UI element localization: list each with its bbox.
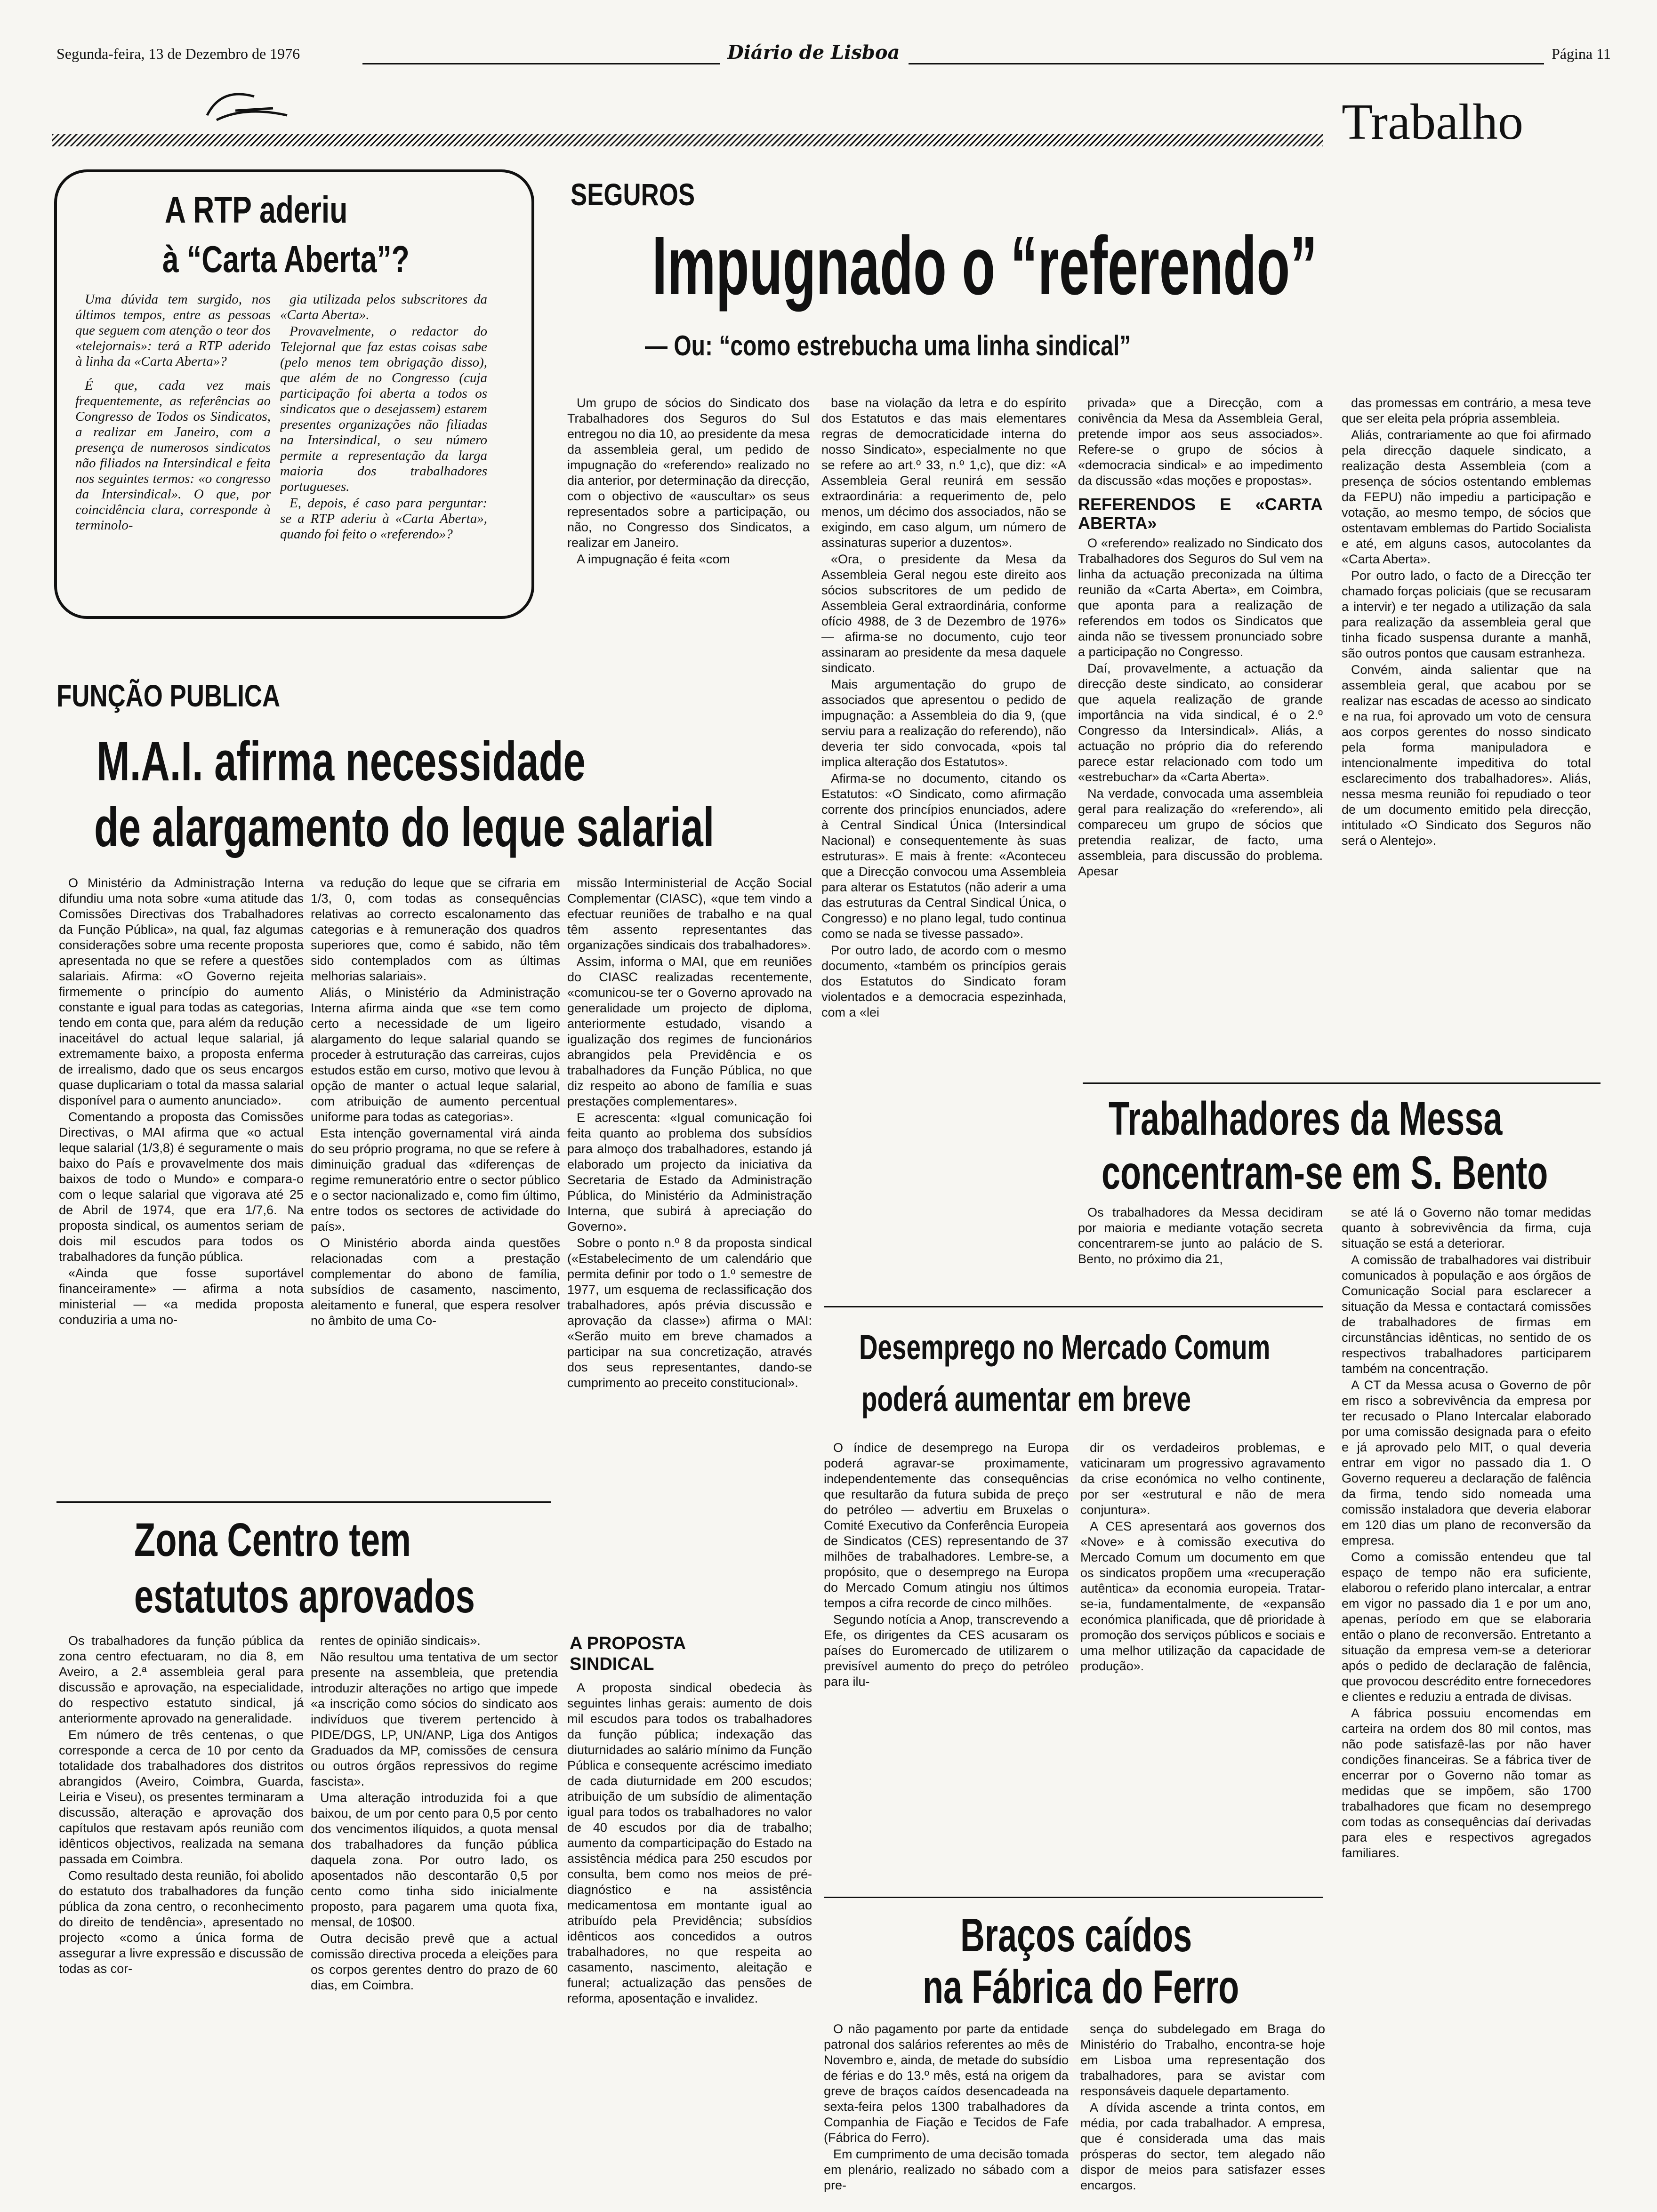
messa-col-1 bbox=[1078, 1205, 1323, 1299]
funcao-headline-1: M.A.I. afirma necessidade bbox=[97, 730, 586, 793]
paragraph: Por outro lado, o facto de a Direcção ter chamado forças policiais (que se recusaram a intervir) e ter negado a utilização da sala para realização da assembleia geral que tinha ficado suspensa durante a manhã, são outros pontos que causam estranheza. bbox=[1342, 569, 1591, 660]
paragraph: Em número de três centenas, o que corresponde a cerca de 10 por cento da totalidade dos trabalhadores dos distritos abrangidos (Aveiro, Coimbra, Guarda, Leiria e Viseu), os presentes terminaram a discussão, alteração e aprovação dos capítulos que restavam após reunião com idênticos objectivos, realizada na semana passada em Coimbra. bbox=[59, 1728, 304, 1866]
seguros-subhead: REFERENDOS E «CARTA ABERTA» bbox=[1078, 495, 1323, 533]
paragraph: Esta intenção governamental virá ainda do seu próprio programa, no que se refere à diminuição gradual das «diferenças de regime remuneratório entre o sector público e o sector nacionalizado e, como fim último, entre todos os sectores de actividade do país». bbox=[311, 1126, 560, 1234]
paragraph: Comentando a proposta das Comissões Directivas, o MAI afirma que «o actual leque salarial (1/3,8) é seguramente o mais baixo do País e provavelmente dos mais baixos de todo o Mundo» e compara-o com o leque salarial que vigorava até 25 de Abril de 1974, que era 1/7,6. Na proposta sindical, os aumentos seriam de dois mil escudos para todos os trabalhadores da função pública. bbox=[59, 1110, 304, 1264]
paragraph: rentes de opinião sindicais». bbox=[320, 1634, 481, 1648]
paragraph: Convém, ainda salientar que na assembleia geral, que acabou por se realizar nas escadas de acesso ao sindicato e na rua, foi aprovado um voto de censura aos corpos gerentes do nosso sindicato pela forma manipuladora e intencionalmente impeditiva do total esclarecimento dos trabalhadores». Aliás, nessa mesma reunião foi repudiado o teor de um documento emitido pela direcção, intitulado «O Sindicato dos Seguros não será o Alentejo». bbox=[1342, 663, 1591, 848]
paragraph: Em cumprimento de uma decisão tomada em plenário, realizado no sábado com a pre- bbox=[824, 2147, 1069, 2192]
paragraph: base na violação da letra e do espírito dos Estatutos e das mais elementares regras de democraticidade interna do nosso Sindicato», especialmente no que se refere ao art.º 33, n.º 1,c), que diz: «A Assembleia Geral reunirá em sessão extraordinária: a requerimento de, pelo menos, um décimo dos associados, não se exigindo, em caso algum, um número de assinaturas superior a duzentos». bbox=[821, 396, 1066, 550]
bracos-col-2 bbox=[1080, 2021, 1325, 2200]
paragraph: sença do subdelegado em Braga do Ministério do Trabalho, encontra-se hoje em Lisboa uma representação dos trabalhadores, para se avistar com responsáveis daquele departamento. bbox=[1080, 2022, 1325, 2098]
funcao-headline-2: de alargamento do leque salarial bbox=[94, 796, 715, 858]
paragraph: se até lá o Governo não tomar medidas quanto à sobrevivência da firma, cuja situação se está a deteriorar. bbox=[1342, 1205, 1591, 1250]
paragraph: Na verdade, convocada uma assembleia geral para realização do «referendo», ali compareceu um grupo de sócios que pretendia realizar, de facto, uma assembleia, para discussão do problema. Apesar bbox=[1078, 786, 1323, 878]
paragraph: O índice de desemprego na Europa poderá agravar-se proximamente, independentemente das consequências que resultarão da futura subida de preço do petróleo — advertiu em Bruxelas o Comité Executivo da Conferência Europeia de Sindicatos (CES) representando de 37 milhões de trabalhadores. Lembre-se, a propósito, que o desemprego na Europa do Mercado Comum atingiu nos últimos tempos a cifra recorde de cinco milhões. bbox=[824, 1441, 1069, 1610]
paragraph: Os trabalhadores da função pública da zona centro efectuaram, no dia 8, em Aveiro, a 2.ª assembleia geral para discussão e aprovação, na especialidade, do respectivo estatuto sindical, já anteriormente aprovado na generalidade. bbox=[59, 1634, 304, 1725]
paragraph: Uma alteração introduzida foi a que baixou, de um por cento para 0,5 por cento dos vencimentos ilíquidos, a quota mensal dos trabalhadores da função pública daquela zona. Por outro lado, os aposentados não descontarão 0,5 por cento como tinha sido inicialmente proposto, para pagarem uma quota fixa, mensal, de 10$00. bbox=[311, 1791, 558, 1929]
paragraph: A dívida ascende a trinta contos, em média, por cada trabalhador. A empresa, que é considerada uma das mais prósperas do sector, tem alegado não dispor de meios para satisfazer esses encargos. bbox=[1080, 2100, 1325, 2192]
paragraph: Afirma-se no documento, citando os Estatutos: «O Sindicato, como afirmação corrente dos princípios enunciados, adere à Central Sindical Única (Intersindical Nacional) e consequentemente às suas estruturas». E mais à frente: «Aconteceu que a Direcção convocou uma Assembleia para alterar os Estatutos (não aderir a uma das estruturas da Central Sindical Única, o Congresso) e no plano legal, tudo continua como se nada se tivesse passado». bbox=[821, 771, 1066, 941]
zona-headline-2: estatutos aprovados bbox=[134, 1570, 475, 1623]
desemprego-col-1 bbox=[824, 1440, 1069, 1887]
messa-col-2 bbox=[1342, 1205, 1591, 2184]
rtp-title-line2: à “Carta Aberta”? bbox=[162, 238, 410, 280]
paragraph: A impugnação é feita «com bbox=[577, 552, 730, 566]
seguros-headline: Impugnado o “referendo” bbox=[652, 220, 1318, 312]
paragraph: A fábrica possuiu encomendas em carteira na ordem dos 80 mil contos, mas não pode satisfazê-las por não haver condições financeiras. Se a fábrica tiver de encerrar por o Governo não tomar as medidas que se impõem, são 1700 trabalhadores que ficam no desemprego com todas as consequências daí derivadas para eles e respectivos agregados familiares. bbox=[1342, 1706, 1591, 1860]
paragraph: «Ainda que fosse suportável financeiramente» — afirma a nota ministerial — «a medida proposta conduziria a uma no- bbox=[59, 1266, 304, 1327]
desemprego-headline-2: poderá aumentar em breve bbox=[861, 1379, 1191, 1419]
zona-headline-1: Zona Centro tem bbox=[134, 1514, 411, 1566]
paragraph: Daí, provavelmente, a actuação da direcção deste sindicato, ao considerar que aquela realização de grande importância na vida sindical, é o 2.º Congresso da Intersindical». Aliás, a actuação no próprio dia do referendo parece estar relacionado com todo um «estrebuchar» da «Carta Aberta». bbox=[1078, 661, 1323, 784]
section-title: Trabalho bbox=[1342, 94, 1524, 150]
paragraph: Mais argumentação do grupo de associados que apresentou o pedido de impugnação: a Assembleia do dia 9, (que serviu para a realização do referendo), não deveria ter sido convocada, «pois tal implica alteração dos Estatutos». bbox=[821, 677, 1066, 769]
paragraph: O «referendo» realizado no Sindicato dos Trabalhadores dos Seguros do Sul vem na linha da actuação preconizada na última reunião da «Carta Aberta», em Coimbra, que aponta para a realização de referendos em todos os Sindicatos que ainda não se tivessem pronunciado sobre a participação no Congresso. bbox=[1078, 536, 1323, 659]
messa-headline-2: concentram-se em S. Bento bbox=[1102, 1146, 1548, 1199]
funcao-col-4 bbox=[567, 1680, 812, 2165]
paragraph: Provavelmente, o redactor do Telejornal que faz estas coisas sabe (pelo menos tem obrigação disso), que além de no Congresso (cuja participação foi aberta a todos os sindicatos que o desejassem) estarem presentes organizações não filiadas na Intersindical, o seu número permite a representação da larga maioria dos trabalhadores portugueses. bbox=[280, 324, 487, 494]
bracos-col-1 bbox=[824, 2021, 1069, 2200]
paragraph: Por outro lado, de acordo com o mesmo documento, «também os princípios gerais dos Estatutos do Sindicato foram violentados e a democracia espezinhada, com a «lei bbox=[821, 943, 1066, 1019]
paragraph: Uma dúvida tem surgido, nos últimos tempos, entre as pessoas que seguem com atenção o teor dos «telejornais»: terá a RTP aderido à linha da «Carta Aberta»? bbox=[75, 292, 271, 369]
paragraph: Segundo notícia a Anop, transcrevendo a Efe, os dirigentes da CES acusaram os países do Euromercado de utilizarem o previsível aumento do preço do petróleo para ilu- bbox=[824, 1612, 1069, 1689]
paragraph: «Ora, o presidente da Mesa da Assembleia Geral negou este direito aos sócios subscritores de um pedido de Assembleia Geral extraordinária, conforme ofício 4988, de 3 de Dezembro de 1976» — afirma-se no documento, cujo teor assinaram ao presidente da mesa daquele sindicato. bbox=[821, 552, 1066, 675]
paragraph: A CES apresentará aos governos dos «Nove» e à comissão executiva do Mercado Comum um documento em que os sindicatos propõem uma «recuperação autêntica» da economia europeia. Tratar-se-ia, fundamentalmente, de «expansão económica planificada, que dê prioridade à promoção dos serviços públicos e sociais e uma melhor utilização da capacidade de produção». bbox=[1080, 1519, 1325, 1673]
desemprego-headline-1: Desemprego no Mercado Comum bbox=[859, 1328, 1271, 1367]
paragraph: A proposta sindical obedecia às seguintes linhas gerais: aumento de dois mil escudos para todos os trabalhadores da função pública; indexação das diuturnidades ao salário mínimo da Função Pública e consequente acréscimo imediato de cada diuturnidade em 200 escudos; atribuição de um subsídio de alimentação igual para todos os trabalhadores no valor de 40 escudos por dia de trabalho; aumento da comparticipação do Estado na assistência médica para 250 escudos por consulta, bem como nos meios de pré-diagnóstico e na assistência medicamentosa em montante igual ao atribuído pela Previdência; subsídios idênticos aos concedidos a outros trabalhadores, no que respeita ao casamento, nascimento, aleitação e funeral; actualização das pensões de reforma, aposentação e invalidez. bbox=[567, 1681, 812, 2005]
section-hatch-band bbox=[52, 134, 1323, 146]
paragraph: Um grupo de sócios do Sindicato dos Trabalhadores dos Seguros do Sul entregou no dia 10, ao presidente da mesa da assembleia geral, um pedido de impugnação do «referendo» realizado no dia anterior, por determinação da direcção, com o objectivo de «auscultar» os seus representados sobre a participação, ou não, no Congresso dos Sindicatos, a realizar em Janeiro. bbox=[567, 396, 810, 550]
paragraph: É que, cada vez mais frequentemente, as referências ao Congresso de Todos os Sindicatos, a realizar em Janeiro, com a presença de numerosos sindicatos não filiados na Intersindical e feita nos seguintes termos: «o congresso da Intersindical». O que, por coincidência clara, corresponde à terminolo- bbox=[75, 378, 271, 533]
funcao-subhead: A PROPOSTA SINDICAL bbox=[570, 1634, 685, 1674]
funcao-col-1 bbox=[59, 875, 304, 1459]
bracos-headline-2: na Fábrica do Ferro bbox=[923, 1961, 1239, 2013]
paragraph: E, depois, é caso para perguntar: se a RTP aderiu à «Carta Aberta», quando foi feito o «referendo»? bbox=[280, 496, 487, 542]
messa-headline-1: Trabalhadores da Messa bbox=[1109, 1092, 1503, 1145]
desemprego-col-2 bbox=[1080, 1440, 1325, 1887]
paragraph: A comissão de trabalhadores vai distribuir comunicados à população e aos órgãos de Comunicação Social para esclarecer a situação da Messa e contactará comissões de trabalhadores de firmas em circunstâncias idênticas, no sentido de os respectivos trabalhadores participarem também na concentração. bbox=[1342, 1253, 1591, 1376]
header-date: Segunda-feira, 13 de Dezembro de 1976 bbox=[56, 45, 300, 62]
paragraph: va redução do leque que se cifraria em 1/3, 0, com todas as consequências relativas ao correcto escalonamento das categorias e à remuneração dos quadros superiores que, como é sabido, não têm sido contemplados com as últimas melhorias salariais». bbox=[311, 876, 560, 983]
funcao-kicker: FUNÇÃO PUBLICA bbox=[56, 678, 281, 713]
seguros-col-2 bbox=[821, 395, 1066, 1205]
paragraph: Outra decisão prevê que a actual comissão directiva proceda a eleições para os corpos gerentes dentro do prazo de 60 dias, em Coimbra. bbox=[311, 1931, 558, 1992]
rtp-col-1 bbox=[75, 292, 271, 607]
paragraph: Assim, informa o MAI, que em reuniões do CIASC realizadas recentemente, «comunicou-se ter o Governo aprovado na generalidade um projecto de diploma, anteriormente estudado, visando a igualização dos regimes de funcionários abrangidos pela Previdência e os trabalhadores da Função Pública, no que diz respeito ao abono de família e suas prestações complementares». bbox=[567, 954, 812, 1108]
header-rule-right bbox=[909, 63, 1544, 64]
paragraph: das promessas em contrário, a mesa teve que ser eleita pela própria assembleia. bbox=[1342, 396, 1591, 425]
bracos-rule bbox=[824, 1897, 1323, 1898]
paragraph: Como a comissão entendeu que tal espaço de tempo não era suficiente, elaborou o referido plano intercalar, a entrar em vigor no passado dia 1 e por um ano, apenas, período em que se elaboraria então o plano de reconversão. Entretanto a situação da empresa vem-se a deteriorar após o pedido de declaração de falência, que provocou descrédito entre fornecedores e clientes e reduziu a entrada de divisas. bbox=[1342, 1550, 1591, 1704]
paragraph: Os trabalhadores da Messa decidiram por maioria e mediante votação secreta concentrarem-se junto ao palácio de S. Bento, no próximo dia 21, bbox=[1078, 1205, 1323, 1266]
paragraph: O Ministério da Administração Interna difundiu uma nota sobre «uma atitude das Comissões Directivas dos Trabalhadores da Função Pública», na qual, faz algumas considerações sobre uma recente proposta apresentada no que se refere a questões salariais. Afirma: «O Governo rejeita firmemente o princípio do aumento constante e igual para todas as categorias, tendo em conta que, para além da redução inaceitável do actual leque salarial, já extremamente baixo, a proposta enferma de irrealismo, dado que os seus encargos quase duplicariam o total da massa salarial disponível para o aumento anunciado». bbox=[59, 876, 304, 1107]
paragraph: dir os verdadeiros problemas, e vaticinaram um progressivo agravamento da crise económica no velho continente, por ser «estrutural e não de mera conjuntura». bbox=[1080, 1441, 1325, 1517]
page-number: Página 11 bbox=[1552, 45, 1611, 62]
zona-col-1 bbox=[59, 1633, 304, 2188]
paragraph: Não resultou uma tentativa de um sector presente na assembleia, que pretendia introduzir alterações no artigo que impede «a inscrição como sócios do sindicato aos indivíduos que tiverem pertencido à PIDE/DGS, LP, UN/ANP, Liga dos Antigos Graduados da MP, comissões de censura ou outros órgãos repressivos do regime fascista». bbox=[311, 1650, 558, 1788]
header-rule-left bbox=[362, 63, 720, 64]
funcao-col-3 bbox=[567, 875, 812, 1628]
seguros-kicker: SEGUROS bbox=[571, 177, 695, 212]
paragraph: O não pagamento por parte da entidade patronal dos salários referentes ao mês de Novembro e, ainda, de metade do subsídio de férias e do 13.º mês, está na origem da greve de braços caídos desencadeada na sexta-feira pelos 1300 trabalhadores da Companhia de Fiação e Tecidos de Fafe (Fábrica do Ferro). bbox=[824, 2022, 1069, 2145]
rtp-col-2 bbox=[280, 292, 487, 607]
seguros-col-1 bbox=[567, 395, 810, 659]
logo-squiggle-icon bbox=[202, 82, 297, 132]
paragraph: A CT da Messa acusa o Governo de pôr em risco a sobrevivência da empresa por ter recusado o Plano Intercalar elaborado por uma comissão designada para o efeito e já aprovado pelo MIT, o qual deveria entrar em vigor no passado dia 1. O Governo requereu a declaração de falência da firma, tendo sido nomeada uma comissão instaladora que deveria elaborar em 120 dias um plano de reconversão da empresa. bbox=[1342, 1378, 1591, 1547]
rtp-title-line1: A RTP aderiu bbox=[165, 189, 348, 231]
seguros-deck: — Ou: “como estrebucha uma linha sindical” bbox=[645, 330, 1131, 361]
paragraph: missão Interministerial de Acção Social Complementar (CIASC), «que tem vindo a efectuar reuniões de trabalho e na qual têm assento representantes das organizações sindicais dos trabalhadores». bbox=[567, 876, 812, 952]
bracos-headline-1: Braços caídos bbox=[960, 1909, 1192, 1962]
paragraph: privada» que a Direcção, com a conivência da Mesa da Assembleia Geral, pretende impor aos seus associados». Refere-se o grupo de sócios à «democracia sindical» e ao impedimento da discussão «das moções e propostas». bbox=[1078, 396, 1323, 488]
paragraph: gia utilizada pelos subscritores da «Carta Aberta». bbox=[280, 292, 487, 322]
paragraph: O Ministério aborda ainda questões relacionadas com a prestação complementar do abono de família, subsídios de casamento, nascimento, aleitamento e funeral, que espera resolver no âmbito de uma Co- bbox=[311, 1236, 560, 1328]
messa-rule bbox=[1083, 1082, 1601, 1084]
zona-rule bbox=[56, 1501, 551, 1503]
paragraph: Aliás, contrariamente ao que foi afirmado pela direcção daquele sindicato, a realização desta Assembleia (com a presença de sócios ostentando emblemas da FEPU) não impediu a participação e votação, ao mesmo tempo, de sócios que ostentavam emblemas do Partido Socialista e até, em alguns casos, autocolantes da «Carta Aberta». bbox=[1342, 428, 1591, 566]
seguros-col-4 bbox=[1342, 395, 1591, 1092]
paragraph: Sobre o ponto n.º 8 da proposta sindical («Estabelecimento de um calendário que permita definir por todo o 1.º semestre de 1977, um esquema de reclassificação dos trabalhadores, após prévia discussão e aprovação da classe») afirma o MAI: «Serão muito em breve chamados a participar na sua concretização, através dos seus representantes, dando-se cumprimento ao preceito constitucional». bbox=[567, 1236, 812, 1390]
paragraph: E acrescenta: «Igual comunicação foi feita quanto ao problema dos subsídios para almoço dos trabalhadores, estando já elaborado um projecto da iniciativa da Secretaria de Estado da Administração Pública, do Ministério da Administração Interna, que subirá à apreciação do Governo». bbox=[567, 1111, 812, 1234]
paragraph: Como resultado desta reunião, foi abolido do estatuto dos trabalhadores da função pública da zona centro, o reconhecimento do direito de tendência», apresentado no projecto «como a única forma de assegurar a livre expressão e discussão de todas as cor- bbox=[59, 1868, 304, 1976]
desemprego-rule bbox=[824, 1306, 1323, 1307]
zona-col-2 bbox=[311, 1633, 558, 2188]
masthead: Diário de Lisboa bbox=[727, 41, 900, 64]
paragraph: Aliás, o Ministério da Administração Interna afirma ainda que «se tem como certo a necessidade de um ligeiro alargamento do leque salarial quando se proceder à estruturação das carreiras, cujos estudos estão em curso, motivo que levou à opção de manter o actual leque salarial, com atribuição de aumento percentual uniforme para todas as categorias». bbox=[311, 986, 560, 1124]
funcao-col-2 bbox=[311, 875, 560, 1459]
